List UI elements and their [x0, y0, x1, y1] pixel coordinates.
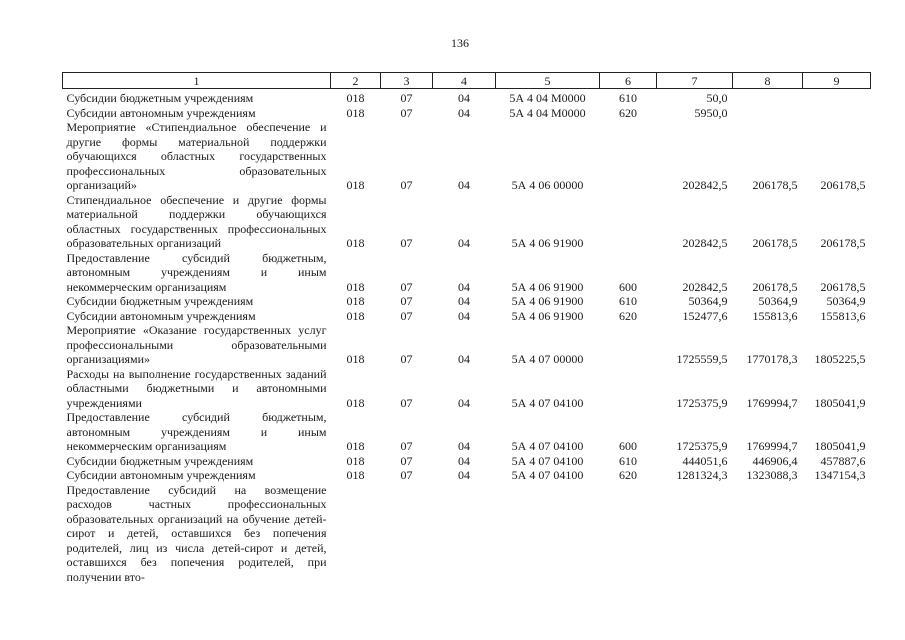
table-row: [63, 483, 871, 585]
section-code-cell: 07: [400, 453, 413, 468]
item-name-cell: Субсидии автономным учреждениям: [66, 105, 256, 120]
amount-year-2-cell: 50364,9: [758, 294, 798, 308]
table-body: [63, 89, 871, 585]
amount-year-3-cell: [803, 483, 871, 585]
ministry-code-cell: 018: [346, 279, 365, 294]
target-article-cell: 5А 4 06 91900: [511, 236, 584, 250]
budget-table: [62, 72, 871, 584]
section-code-cell: 07: [400, 294, 413, 308]
subsection-code-cell: 04: [458, 395, 470, 410]
amount-year-2-cell: [733, 483, 803, 585]
amount-year-3-cell: 155813,6: [820, 308, 866, 323]
ministry-code-cell: [331, 483, 381, 585]
target-article-cell: 5А 4 04 М0000: [509, 105, 586, 120]
target-article-cell: 5А 4 06 91900: [511, 294, 584, 308]
amount-year-2-cell: 206178,5: [752, 178, 798, 192]
expense-type-cell: [600, 323, 657, 367]
page-number: 136: [451, 36, 469, 50]
table-row: [63, 106, 871, 121]
target-article-cell: 5А 4 06 00000: [511, 178, 584, 192]
amount-year-2-cell: 206178,5: [752, 279, 798, 294]
column-header: 6: [600, 73, 657, 89]
item-name-cell: Предоставление субсидий на возмещение расходов частных профессиональных образовательных организаций на обучение детей-сирот и детей, оставшихся без попечения родителей, лиц из числа детей-сирот и детей, оставшихся без попечения родителей, при получении вто-: [66, 482, 327, 584]
amount-year-2-cell: 155813,6: [752, 308, 798, 323]
amount-year-1-cell: 1725375,9: [676, 395, 728, 410]
amount-year-3-cell: 50364,9: [826, 294, 866, 308]
ministry-code-cell: 018: [346, 468, 365, 482]
ministry-code-cell: 018: [346, 308, 365, 323]
subsection-code-cell: 04: [458, 105, 470, 120]
table-row: [63, 468, 871, 483]
subsection-code-cell: 04: [458, 352, 470, 366]
amount-year-3-cell: 1805041,9: [814, 439, 866, 453]
item-name-cell: Мероприятие «Оказание государственных услуг профессиональными образовательными организациями»: [66, 323, 327, 366]
amount-year-3-cell: 206178,5: [820, 178, 866, 192]
expense-type-cell: 620: [619, 468, 637, 482]
section-code-cell: 07: [400, 395, 413, 410]
subsection-code-cell: 04: [458, 468, 470, 482]
amount-year-3-cell: 1805041,9: [814, 395, 866, 410]
subsection-code-cell: 04: [458, 308, 470, 323]
target-article-cell: 5А 4 04 М0000: [509, 91, 586, 105]
column-header: 4: [433, 73, 496, 89]
column-header: 2: [331, 73, 381, 89]
item-name-cell: Предоставление субсидий бюджетным, автономным учреждениям и иным некоммерческим организациям: [66, 410, 327, 453]
section-code-cell: 07: [400, 468, 413, 482]
target-article-cell: 5А 4 06 91900: [511, 308, 584, 323]
expense-type-cell: 620: [619, 105, 637, 120]
amount-year-1-cell: 50,0: [706, 91, 728, 105]
subsection-code-cell: [433, 483, 496, 585]
column-header: 3: [381, 73, 433, 89]
subsection-code-cell: 04: [458, 279, 470, 294]
section-code-cell: 07: [400, 105, 413, 120]
amount-year-1-cell: [657, 483, 733, 585]
table-row: [63, 309, 871, 324]
amount-year-1-cell: 1281324,3: [676, 468, 728, 482]
subsection-code-cell: 04: [458, 453, 470, 468]
ministry-code-cell: 018: [346, 91, 365, 105]
section-code-cell: 07: [400, 236, 413, 250]
item-name-cell: Субсидии бюджетным учреждениям: [66, 294, 254, 308]
section-code-cell: 07: [400, 279, 413, 294]
amount-year-1-cell: 5950,0: [694, 105, 728, 120]
expense-type-cell: [600, 120, 657, 193]
table-header-row: [63, 73, 871, 89]
amount-year-3-cell: [803, 89, 871, 106]
item-name-cell: Субсидии автономным учреждениям: [66, 308, 256, 323]
target-article-cell: 5А 4 07 04100: [511, 468, 584, 482]
target-article-cell: 5А 4 07 00000: [511, 352, 584, 366]
item-name-cell: Мероприятие «Стипендиальное обеспечение и другие формы материальной поддержки обучающихся областных государственных профессиональных образовательных организаций»: [66, 120, 327, 192]
table-row: [63, 120, 871, 193]
amount-year-2-cell: 446906,4: [752, 453, 798, 468]
amount-year-2-cell: 1769994,7: [746, 439, 798, 453]
section-code-cell: 07: [400, 439, 413, 453]
column-header: 8: [733, 73, 803, 89]
table-row: [63, 251, 871, 295]
ministry-code-cell: 018: [346, 236, 365, 250]
amount-year-2-cell: 1769994,7: [746, 395, 798, 410]
amount-year-3-cell: 457887,6: [820, 453, 866, 468]
subsection-code-cell: 04: [458, 236, 470, 250]
item-name-cell: Расходы на выполнение государственных заданий областными бюджетными и автономными учреждениями: [66, 366, 327, 410]
amount-year-2-cell: 206178,5: [752, 236, 798, 250]
target-article-cell: [496, 483, 600, 585]
subsection-code-cell: 04: [458, 91, 470, 105]
amount-year-1-cell: 202842,5: [682, 236, 728, 250]
section-code-cell: 07: [400, 308, 413, 323]
ministry-code-cell: 018: [346, 395, 365, 410]
expense-type-cell: [600, 367, 657, 411]
ministry-code-cell: 018: [346, 439, 365, 453]
section-code-cell: 07: [400, 178, 413, 192]
item-name-cell: Субсидии бюджетным учреждениям: [66, 91, 254, 105]
expense-type-cell: 600: [619, 279, 637, 294]
amount-year-3-cell: 1347154,3: [814, 468, 866, 482]
amount-year-3-cell: [803, 106, 871, 121]
column-header: 7: [657, 73, 733, 89]
amount-year-1-cell: 202842,5: [682, 279, 728, 294]
table-row: [63, 323, 871, 367]
item-name-cell: Субсидии бюджетным учреждениям: [66, 453, 254, 468]
expense-type-cell: 600: [619, 439, 637, 453]
amount-year-3-cell: 206178,5: [820, 236, 866, 250]
expense-type-cell: 620: [619, 308, 637, 323]
amount-year-1-cell: 1725375,9: [676, 439, 728, 453]
ministry-code-cell: 018: [346, 178, 365, 192]
target-article-cell: 5А 4 06 91900: [511, 279, 584, 294]
table-row: [63, 454, 871, 469]
section-code-cell: 07: [400, 352, 413, 366]
item-name-cell: Стипендиальное обеспечение и другие формы материальной поддержки обучающихся областных государственных профессиональных образовательных организаций: [66, 192, 327, 250]
subsection-code-cell: 04: [458, 178, 470, 192]
expense-type-cell: 610: [619, 453, 637, 468]
amount-year-1-cell: 152477,6: [682, 308, 728, 323]
item-name-cell: Предоставление субсидий бюджетным, автономным учреждениям и иным некоммерческим организациям: [66, 250, 327, 294]
item-name-cell: Субсидии автономным учреждениям: [66, 468, 256, 482]
target-article-cell: 5А 4 07 04100: [511, 395, 584, 410]
column-header: 9: [803, 73, 871, 89]
table-row: [63, 367, 871, 411]
amount-year-2-cell: 1770178,3: [746, 352, 798, 366]
expense-type-cell: [600, 193, 657, 251]
ministry-code-cell: 018: [346, 294, 365, 308]
amount-year-1-cell: 444051,6: [682, 453, 728, 468]
column-header: 5: [496, 73, 600, 89]
amount-year-1-cell: 202842,5: [682, 178, 728, 192]
amount-year-2-cell: 1323088,3: [746, 468, 798, 482]
target-article-cell: 5А 4 07 04100: [511, 439, 584, 453]
table-row: [63, 410, 871, 454]
subsection-code-cell: 04: [458, 294, 470, 308]
column-header: 1: [63, 73, 331, 89]
target-article-cell: 5А 4 07 04100: [511, 453, 584, 468]
subsection-code-cell: 04: [458, 439, 470, 453]
ministry-code-cell: 018: [346, 352, 365, 366]
table-row: [63, 89, 871, 106]
amount-year-3-cell: 206178,5: [820, 279, 866, 294]
table-row: [63, 193, 871, 251]
section-code-cell: 07: [400, 91, 413, 105]
ministry-code-cell: 018: [346, 453, 365, 468]
amount-year-1-cell: 1725559,5: [676, 352, 728, 366]
amount-year-3-cell: 1805225,5: [814, 352, 866, 366]
expense-type-cell: [600, 483, 657, 585]
amount-year-2-cell: [733, 106, 803, 121]
expense-type-cell: 610: [619, 91, 637, 105]
amount-year-2-cell: [733, 89, 803, 106]
ministry-code-cell: 018: [346, 105, 365, 120]
section-code-cell: [381, 483, 433, 585]
amount-year-1-cell: 50364,9: [688, 294, 728, 308]
expense-type-cell: 610: [619, 294, 637, 308]
table-row: [63, 294, 871, 309]
budget-table-sheet: [62, 72, 870, 584]
